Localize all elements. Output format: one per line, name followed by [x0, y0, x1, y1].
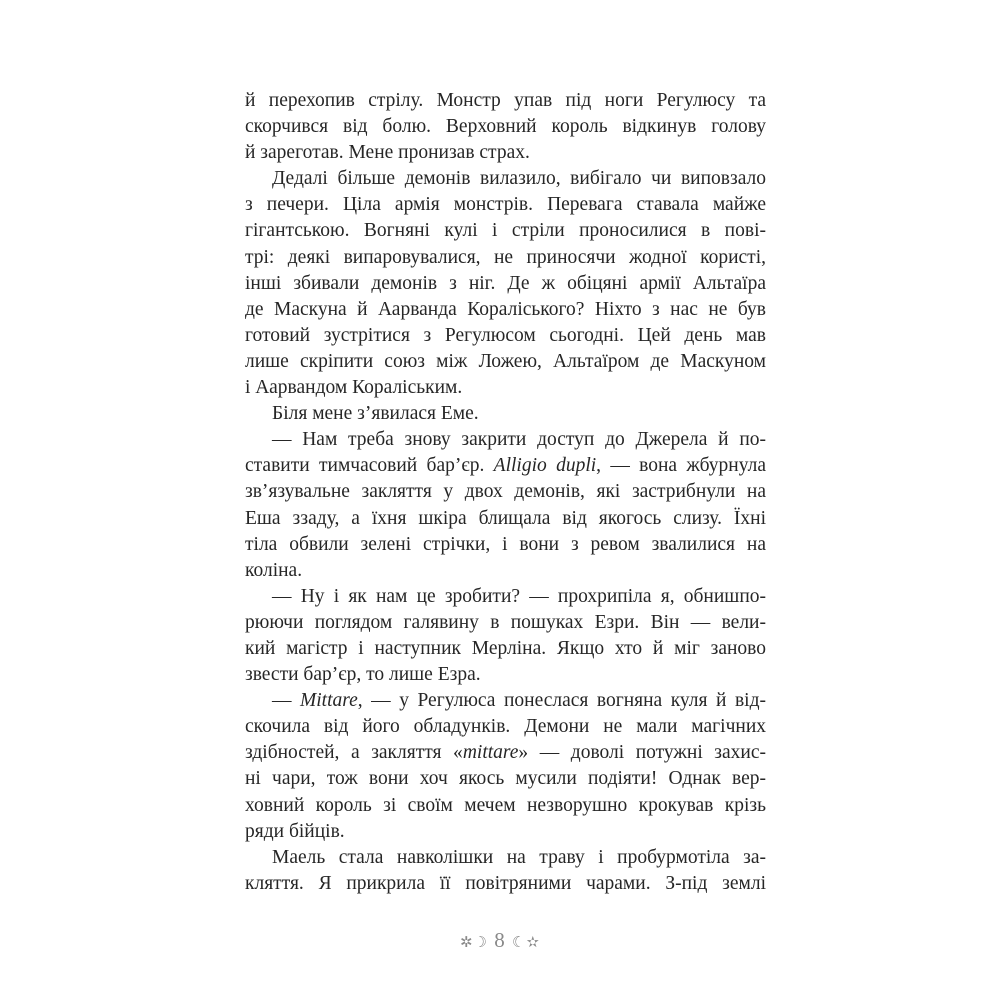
text-line [245, 88, 766, 114]
text-segment: тіла обвили зелені стрічки, і вони з ревом звалилися на [245, 533, 766, 555]
body-text [245, 88, 766, 897]
text-line [245, 375, 766, 401]
page-number: 8 [494, 928, 506, 952]
text-segment: лише скріпити союз між Ложею, Альтаїром де Маскуном [245, 350, 766, 372]
text-line [245, 349, 766, 375]
text-segment: ставити тимчасовий бар’єр. [245, 455, 494, 477]
text-line [245, 766, 766, 792]
text-segment: з печери. Ціла армія монстрів. Перевага ставала майже [245, 194, 766, 216]
text-segment: — Ну і як нам це зробити? — прохрипіла я, обнишпо- [272, 585, 766, 607]
italic-text: mittare [462, 742, 519, 764]
text-line [245, 245, 766, 271]
text-segment: — Нам треба знову закрити доступ до Джерела й по- [272, 429, 766, 451]
text-line [245, 427, 766, 453]
text-line [245, 114, 766, 140]
italic-text: Mittare [300, 690, 358, 712]
text-line [245, 271, 766, 297]
text-line [245, 819, 766, 845]
text-line [245, 845, 766, 871]
text-line [245, 506, 766, 532]
text-line [245, 662, 766, 688]
text-segment: і Аарвандом Коралiським. [245, 377, 463, 399]
star-moon-ornament-icon: ✲☽ [459, 935, 488, 951]
text-segment: скочила від його обладунків. Демони не мали магічних [245, 716, 766, 738]
text-segment: » — доволі потужні захис- [518, 742, 767, 764]
page-footer [0, 928, 1000, 953]
text-segment: й зареготав. Мене пронизав страх. [245, 142, 530, 164]
text-line [245, 401, 766, 427]
text-segment: Біля мене з’явилася Еме. [272, 403, 479, 425]
text-line [245, 688, 766, 714]
text-line [245, 479, 766, 505]
text-segment: коліна. [245, 559, 303, 581]
text-segment: — [272, 690, 301, 712]
text-segment: Еша ззаду, а їхня шкіра блищала від якогось слизу. Їхні [245, 507, 766, 529]
moon-star-ornament-icon: ☾✫ [512, 935, 541, 951]
text-segment: зв’язувальне закляття у двох демонів, які застрибнули на [245, 481, 766, 503]
text-segment: кляття. Я прикрила її повітряними чарами. З-під землі [245, 872, 766, 894]
text-line [245, 166, 766, 192]
text-line [245, 636, 766, 662]
text-line [245, 218, 766, 244]
text-line [245, 453, 766, 479]
text-line [245, 297, 766, 323]
text-line [245, 610, 766, 636]
text-segment: гігантською. Вогняні кулі і стріли проносилися в пові- [245, 220, 766, 242]
text-segment: ховний король зі своїм мечем незворушно крокував крізь [245, 794, 766, 816]
text-line [245, 871, 766, 897]
text-segment: кий магістр і наступник Мерліна. Якщо хто й міг заново [245, 637, 766, 659]
text-line [245, 558, 766, 584]
text-segment: й перехопив стрілу. Монстр упав під ноги Регулюсу та [245, 90, 766, 111]
text-segment: ряди бійців. [245, 820, 345, 842]
text-segment: , — вона жбурнула [596, 455, 766, 477]
text-segment: готовий зустрітися з Регулюсом сьогодні. Цей день мав [245, 324, 766, 346]
italic-text: Alligio dupli [493, 455, 597, 477]
text-line [245, 140, 766, 166]
text-line [245, 323, 766, 349]
text-segment: здібностей, а закляття « [245, 742, 463, 764]
text-line [245, 584, 766, 610]
text-segment: Дедалі більше демонів вилазило, вибігало чи виповзало [272, 168, 766, 190]
text-line [245, 793, 766, 819]
text-line [245, 192, 766, 218]
text-line [245, 532, 766, 558]
text-segment: скорчився від болю. Верховний король відкинув голову [245, 116, 766, 138]
text-segment: звести бар’єр, то лише Езра. [245, 664, 481, 686]
text-segment: Маель стала навколішки на траву і пробурмотіла за- [272, 846, 766, 868]
text-segment: де Маскуна й Аарванда Коралiського? Ніхто з нас не був [245, 298, 766, 320]
text-segment: ні чари, тож вони хоч якось мусили подіяти! Однак вер- [245, 768, 766, 790]
text-segment: інші збивали демонів з ніг. Де ж обіцяні армії Альтаїра [245, 272, 766, 294]
text-line [245, 740, 766, 766]
text-segment: трі: деякі випаровувалися, не приносячи жодної користі, [245, 246, 766, 268]
text-line [245, 714, 766, 740]
text-segment: рюючи поглядом галявину в пошуках Езри. Він — вели- [245, 611, 766, 633]
text-segment: , — у Регулюса понеслася вогняна куля й від- [357, 690, 766, 712]
